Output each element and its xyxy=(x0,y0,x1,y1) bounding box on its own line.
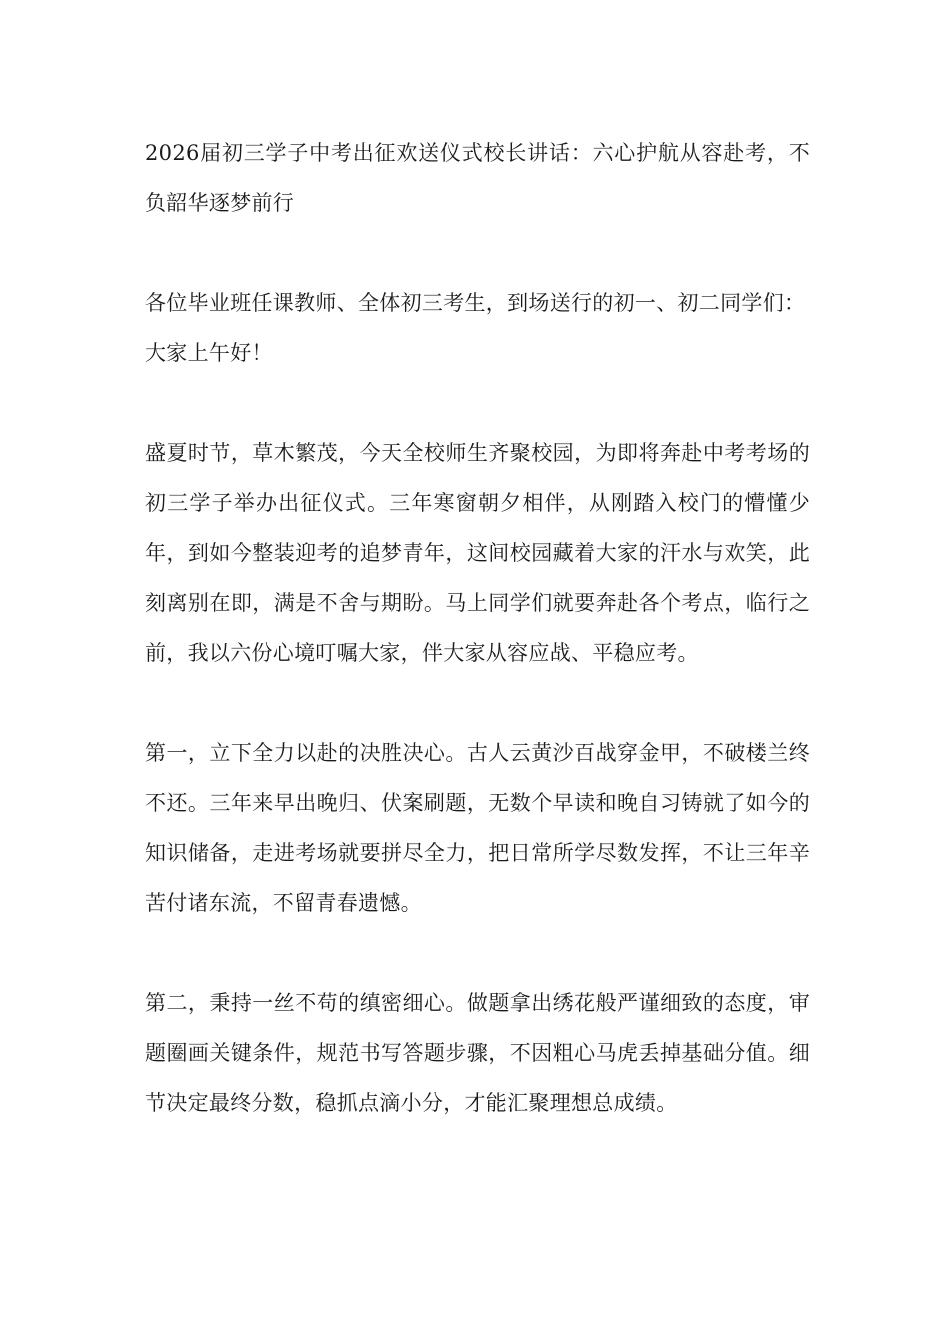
paragraph-second-point: 第二，秉持一丝不苟的缜密细心。做题拿出绣花般严谨细致的态度，审题圈画关键条件，规范书写答题步骤，不因粗心马虎丢掉基础分值。细节决定最终分数，稳抓点滴小分，才能汇聚理想总成绩。 xyxy=(145,991,810,1115)
salutation: 各位毕业班任课教师、全体初三考生，到场送行的初一、初二同学们： xyxy=(145,291,806,315)
paragraph-intro: 盛夏时节，草木繁茂，今天全校师生齐聚校园，为即将奔赴中考考场的初三学子举办出征仪式。三年寒窗朝夕相伴，从刚踏入校门的懵懂少年，到如今整装迎考的追梦青年，这间校园藏着大家的汗水与欢笑，此刻离别在即，满是不舍与期盼。马上同学们就要奔赴各个考点，临行之前，我以六份心境叮嘱大家，伴大家从容应战、平稳应考。 xyxy=(145,441,810,665)
document-title: 2026届初三学子中考出征欢送仪式校长讲话：六心护航从容赴考，不负韶华逐梦前行 xyxy=(145,141,810,215)
document-body xyxy=(145,128,810,1128)
paragraph-first-point: 第一，立下全力以赴的决胜决心。古人云黄沙百战穿金甲，不破楼兰终不还。三年来早出晚归、伏案刷题，无数个早读和晚自习铸就了如今的知识储备，走进考场就要拼尽全力，把日常所学尽数发挥，不让三年辛苦付诸东流，不留青春遗憾。 xyxy=(145,741,810,915)
greeting: 大家上午好！ xyxy=(145,341,273,365)
